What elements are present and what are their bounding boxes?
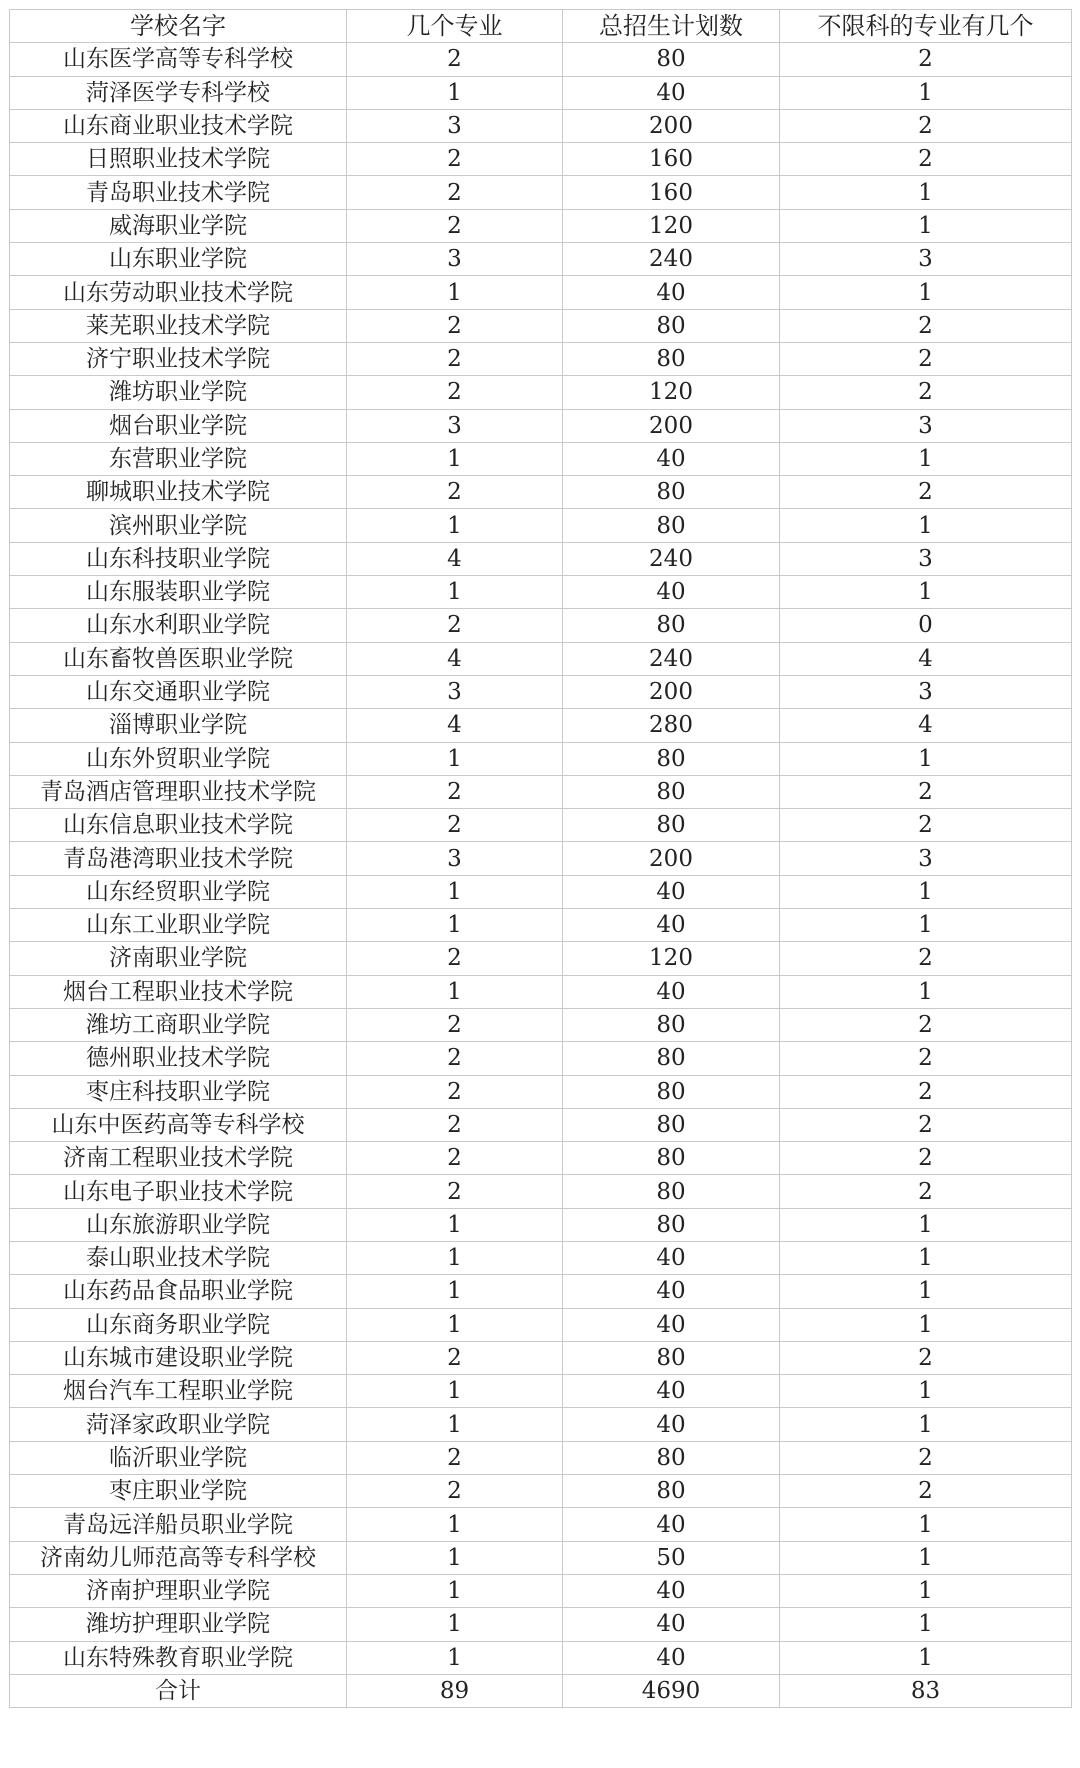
table-row xyxy=(10,1075,1072,1108)
major-count-cell: 3 xyxy=(347,409,563,442)
major-count-cell: 2 xyxy=(347,209,563,242)
major-count-cell: 1 xyxy=(347,975,563,1008)
major-count-cell: 1 xyxy=(347,1608,563,1641)
table-body xyxy=(10,43,1072,1708)
table-row xyxy=(10,376,1072,409)
table-row xyxy=(10,409,1072,442)
major-count-cell: 2 xyxy=(347,176,563,209)
school-name-cell: 山东科技职业学院 xyxy=(10,542,347,575)
enrollment-table xyxy=(9,9,1072,1708)
major-count-cell: 2 xyxy=(347,1108,563,1141)
school-name-cell: 临沂职业学院 xyxy=(10,1441,347,1474)
major-count-cell: 2 xyxy=(347,942,563,975)
total-plan-cell: 80 xyxy=(563,742,780,775)
table-row xyxy=(10,809,1072,842)
total-plan-cell: 80 xyxy=(563,309,780,342)
major-count-cell: 2 xyxy=(347,309,563,342)
total-plan-cell: 80 xyxy=(563,476,780,509)
unrestricted-count-cell: 2 xyxy=(780,1108,1072,1141)
table-row xyxy=(10,1341,1072,1374)
total-plan-cell: 80 xyxy=(563,609,780,642)
major-count-cell: 2 xyxy=(347,1341,563,1374)
major-count-cell: 2 xyxy=(347,1441,563,1474)
major-count-cell: 2 xyxy=(347,143,563,176)
school-name-cell: 山东医学高等专科学校 xyxy=(10,43,347,76)
unrestricted-count-cell: 2 xyxy=(780,1142,1072,1175)
total-row xyxy=(10,1674,1072,1707)
total-plan-cell: 80 xyxy=(563,809,780,842)
school-name-cell: 山东服装职业学院 xyxy=(10,576,347,609)
header-total-plan: 总招生计划数 xyxy=(563,10,780,43)
unrestricted-count-cell: 1 xyxy=(780,875,1072,908)
unrestricted-count-cell: 1 xyxy=(780,742,1072,775)
total-plan-cell: 40 xyxy=(563,1641,780,1674)
header-row xyxy=(10,10,1072,43)
unrestricted-count-cell: 1 xyxy=(780,1641,1072,1674)
major-count-cell: 1 xyxy=(347,76,563,109)
unrestricted-count-cell: 2 xyxy=(780,1475,1072,1508)
major-count-cell: 1 xyxy=(347,509,563,542)
total-plan-cell: 240 xyxy=(563,243,780,276)
total-plan-cell: 120 xyxy=(563,209,780,242)
total-plan-cell: 160 xyxy=(563,143,780,176)
table-row xyxy=(10,1175,1072,1208)
unrestricted-count-cell: 2 xyxy=(780,1008,1072,1041)
school-name-cell: 济南职业学院 xyxy=(10,942,347,975)
school-name-cell: 山东药品食品职业学院 xyxy=(10,1275,347,1308)
total-plan-cell: 40 xyxy=(563,1241,780,1274)
unrestricted-count-cell: 1 xyxy=(780,975,1072,1008)
total-plan-cell: 80 xyxy=(563,1108,780,1141)
table-row xyxy=(10,942,1072,975)
unrestricted-count-cell: 1 xyxy=(780,576,1072,609)
total-plan-cell: 80 xyxy=(563,775,780,808)
table-row xyxy=(10,1475,1072,1508)
table-row xyxy=(10,1241,1072,1274)
major-count-cell: 1 xyxy=(347,1508,563,1541)
school-name-cell: 聊城职业技术学院 xyxy=(10,476,347,509)
major-count-cell: 4 xyxy=(347,709,563,742)
major-count-cell: 89 xyxy=(347,1674,563,1707)
school-name-cell: 菏泽医学专科学校 xyxy=(10,76,347,109)
table-row xyxy=(10,476,1072,509)
unrestricted-count-cell: 1 xyxy=(780,1375,1072,1408)
header-unrestricted-count: 不限科的专业有几个 xyxy=(780,10,1072,43)
unrestricted-count-cell: 2 xyxy=(780,342,1072,375)
unrestricted-count-cell: 3 xyxy=(780,243,1072,276)
total-plan-cell: 80 xyxy=(563,43,780,76)
table-row xyxy=(10,1308,1072,1341)
major-count-cell: 2 xyxy=(347,1075,563,1108)
total-plan-cell: 40 xyxy=(563,1375,780,1408)
school-name-cell: 山东工业职业学院 xyxy=(10,909,347,942)
school-name-cell: 山东水利职业学院 xyxy=(10,609,347,642)
unrestricted-count-cell: 2 xyxy=(780,809,1072,842)
major-count-cell: 2 xyxy=(347,1475,563,1508)
major-count-cell: 3 xyxy=(347,243,563,276)
total-plan-cell: 40 xyxy=(563,276,780,309)
total-plan-cell: 80 xyxy=(563,1341,780,1374)
school-name-cell: 山东特殊教育职业学院 xyxy=(10,1641,347,1674)
major-count-cell: 2 xyxy=(347,1142,563,1175)
table-row xyxy=(10,1108,1072,1141)
major-count-cell: 4 xyxy=(347,542,563,575)
major-count-cell: 1 xyxy=(347,1308,563,1341)
unrestricted-count-cell: 1 xyxy=(780,209,1072,242)
table-row xyxy=(10,109,1072,142)
major-count-cell: 2 xyxy=(347,609,563,642)
major-count-cell: 4 xyxy=(347,642,563,675)
table-row xyxy=(10,342,1072,375)
table-row xyxy=(10,675,1072,708)
unrestricted-count-cell: 4 xyxy=(780,642,1072,675)
school-name-cell: 山东职业学院 xyxy=(10,243,347,276)
unrestricted-count-cell: 2 xyxy=(780,942,1072,975)
total-plan-cell: 200 xyxy=(563,409,780,442)
school-name-cell: 潍坊护理职业学院 xyxy=(10,1608,347,1641)
total-plan-cell: 200 xyxy=(563,842,780,875)
school-name-cell: 济南工程职业技术学院 xyxy=(10,1142,347,1175)
header-major-count: 几个专业 xyxy=(347,10,563,43)
unrestricted-count-cell: 3 xyxy=(780,842,1072,875)
table-row xyxy=(10,909,1072,942)
unrestricted-count-cell: 2 xyxy=(780,376,1072,409)
school-name-cell: 山东旅游职业学院 xyxy=(10,1208,347,1241)
unrestricted-count-cell: 1 xyxy=(780,1408,1072,1441)
major-count-cell: 2 xyxy=(347,1042,563,1075)
school-name-cell: 潍坊工商职业学院 xyxy=(10,1008,347,1041)
table-row xyxy=(10,1541,1072,1574)
total-plan-cell: 240 xyxy=(563,542,780,575)
major-count-cell: 1 xyxy=(347,1375,563,1408)
table-row xyxy=(10,1508,1072,1541)
major-count-cell: 2 xyxy=(347,376,563,409)
table-row xyxy=(10,1208,1072,1241)
unrestricted-count-cell: 3 xyxy=(780,675,1072,708)
major-count-cell: 1 xyxy=(347,742,563,775)
table-row xyxy=(10,76,1072,109)
total-plan-cell: 80 xyxy=(563,1208,780,1241)
unrestricted-count-cell: 1 xyxy=(780,1541,1072,1574)
school-name-cell: 山东劳动职业技术学院 xyxy=(10,276,347,309)
unrestricted-count-cell: 1 xyxy=(780,509,1072,542)
school-name-cell: 合计 xyxy=(10,1674,347,1707)
school-name-cell: 青岛职业技术学院 xyxy=(10,176,347,209)
major-count-cell: 2 xyxy=(347,43,563,76)
table-row xyxy=(10,43,1072,76)
total-plan-cell: 80 xyxy=(563,1175,780,1208)
unrestricted-count-cell: 1 xyxy=(780,1208,1072,1241)
table-row xyxy=(10,975,1072,1008)
school-name-cell: 烟台工程职业技术学院 xyxy=(10,975,347,1008)
table-row xyxy=(10,1408,1072,1441)
major-count-cell: 3 xyxy=(347,842,563,875)
school-name-cell: 青岛港湾职业技术学院 xyxy=(10,842,347,875)
table-row xyxy=(10,576,1072,609)
table-row xyxy=(10,1042,1072,1075)
table-row xyxy=(10,609,1072,642)
table-header xyxy=(10,10,1072,43)
school-name-cell: 潍坊职业学院 xyxy=(10,376,347,409)
major-count-cell: 1 xyxy=(347,1275,563,1308)
total-plan-cell: 120 xyxy=(563,376,780,409)
school-name-cell: 日照职业技术学院 xyxy=(10,143,347,176)
school-name-cell: 青岛远洋船员职业学院 xyxy=(10,1508,347,1541)
school-name-cell: 山东商业职业技术学院 xyxy=(10,109,347,142)
major-count-cell: 1 xyxy=(347,1574,563,1607)
school-name-cell: 青岛酒店管理职业技术学院 xyxy=(10,775,347,808)
total-plan-cell: 40 xyxy=(563,1608,780,1641)
table-row xyxy=(10,742,1072,775)
unrestricted-count-cell: 1 xyxy=(780,909,1072,942)
major-count-cell: 1 xyxy=(347,442,563,475)
major-count-cell: 1 xyxy=(347,909,563,942)
school-name-cell: 山东外贸职业学院 xyxy=(10,742,347,775)
major-count-cell: 2 xyxy=(347,342,563,375)
school-name-cell: 济南幼儿师范高等专科学校 xyxy=(10,1541,347,1574)
total-plan-cell: 40 xyxy=(563,875,780,908)
unrestricted-count-cell: 4 xyxy=(780,709,1072,742)
school-name-cell: 枣庄职业学院 xyxy=(10,1475,347,1508)
table-row xyxy=(10,1275,1072,1308)
school-name-cell: 威海职业学院 xyxy=(10,209,347,242)
table-row xyxy=(10,1641,1072,1674)
school-name-cell: 烟台汽车工程职业学院 xyxy=(10,1375,347,1408)
unrestricted-count-cell: 1 xyxy=(780,1275,1072,1308)
table-row xyxy=(10,1008,1072,1041)
major-count-cell: 2 xyxy=(347,476,563,509)
unrestricted-count-cell: 1 xyxy=(780,442,1072,475)
school-name-cell: 济宁职业技术学院 xyxy=(10,342,347,375)
total-plan-cell: 40 xyxy=(563,1275,780,1308)
table-row xyxy=(10,842,1072,875)
school-name-cell: 泰山职业技术学院 xyxy=(10,1241,347,1274)
school-name-cell: 济南护理职业学院 xyxy=(10,1574,347,1607)
total-plan-cell: 80 xyxy=(563,342,780,375)
school-name-cell: 德州职业技术学院 xyxy=(10,1042,347,1075)
total-plan-cell: 80 xyxy=(563,1441,780,1474)
major-count-cell: 1 xyxy=(347,1541,563,1574)
total-plan-cell: 160 xyxy=(563,176,780,209)
total-plan-cell: 40 xyxy=(563,909,780,942)
unrestricted-count-cell: 2 xyxy=(780,1042,1072,1075)
major-count-cell: 3 xyxy=(347,675,563,708)
unrestricted-count-cell: 2 xyxy=(780,476,1072,509)
unrestricted-count-cell: 2 xyxy=(780,1341,1072,1374)
table-row xyxy=(10,1608,1072,1641)
school-name-cell: 枣庄科技职业学院 xyxy=(10,1075,347,1108)
major-count-cell: 2 xyxy=(347,775,563,808)
unrestricted-count-cell: 3 xyxy=(780,542,1072,575)
total-plan-cell: 40 xyxy=(563,1574,780,1607)
school-name-cell: 山东信息职业技术学院 xyxy=(10,809,347,842)
major-count-cell: 3 xyxy=(347,109,563,142)
major-count-cell: 1 xyxy=(347,1641,563,1674)
unrestricted-count-cell: 0 xyxy=(780,609,1072,642)
school-name-cell: 山东城市建设职业学院 xyxy=(10,1341,347,1374)
unrestricted-count-cell: 1 xyxy=(780,176,1072,209)
major-count-cell: 1 xyxy=(347,875,563,908)
table-row xyxy=(10,176,1072,209)
major-count-cell: 2 xyxy=(347,809,563,842)
unrestricted-count-cell: 1 xyxy=(780,1608,1072,1641)
unrestricted-count-cell: 2 xyxy=(780,1075,1072,1108)
total-plan-cell: 200 xyxy=(563,675,780,708)
major-count-cell: 1 xyxy=(347,1208,563,1241)
total-plan-cell: 4690 xyxy=(563,1674,780,1707)
unrestricted-count-cell: 83 xyxy=(780,1674,1072,1707)
total-plan-cell: 280 xyxy=(563,709,780,742)
unrestricted-count-cell: 2 xyxy=(780,43,1072,76)
table-row xyxy=(10,143,1072,176)
school-name-cell: 烟台职业学院 xyxy=(10,409,347,442)
school-name-cell: 山东中医药高等专科学校 xyxy=(10,1108,347,1141)
total-plan-cell: 80 xyxy=(563,1008,780,1041)
total-plan-cell: 80 xyxy=(563,1042,780,1075)
unrestricted-count-cell: 2 xyxy=(780,109,1072,142)
school-name-cell: 东营职业学院 xyxy=(10,442,347,475)
unrestricted-count-cell: 2 xyxy=(780,775,1072,808)
total-plan-cell: 80 xyxy=(563,1475,780,1508)
school-name-cell: 山东经贸职业学院 xyxy=(10,875,347,908)
table-row xyxy=(10,709,1072,742)
table-row xyxy=(10,1375,1072,1408)
table-row xyxy=(10,442,1072,475)
total-plan-cell: 40 xyxy=(563,1508,780,1541)
major-count-cell: 1 xyxy=(347,1241,563,1274)
school-name-cell: 菏泽家政职业学院 xyxy=(10,1408,347,1441)
school-name-cell: 山东商务职业学院 xyxy=(10,1308,347,1341)
total-plan-cell: 120 xyxy=(563,942,780,975)
table-row xyxy=(10,209,1072,242)
unrestricted-count-cell: 1 xyxy=(780,1574,1072,1607)
table-row xyxy=(10,1142,1072,1175)
unrestricted-count-cell: 1 xyxy=(780,1308,1072,1341)
major-count-cell: 1 xyxy=(347,576,563,609)
school-name-cell: 山东畜牧兽医职业学院 xyxy=(10,642,347,675)
school-name-cell: 滨州职业学院 xyxy=(10,509,347,542)
unrestricted-count-cell: 1 xyxy=(780,1508,1072,1541)
table-row xyxy=(10,875,1072,908)
total-plan-cell: 80 xyxy=(563,1075,780,1108)
table-row xyxy=(10,1441,1072,1474)
table-row xyxy=(10,775,1072,808)
total-plan-cell: 40 xyxy=(563,1308,780,1341)
unrestricted-count-cell: 2 xyxy=(780,1175,1072,1208)
school-name-cell: 淄博职业学院 xyxy=(10,709,347,742)
total-plan-cell: 50 xyxy=(563,1541,780,1574)
school-name-cell: 山东电子职业技术学院 xyxy=(10,1175,347,1208)
total-plan-cell: 80 xyxy=(563,1142,780,1175)
total-plan-cell: 40 xyxy=(563,576,780,609)
major-count-cell: 2 xyxy=(347,1008,563,1041)
unrestricted-count-cell: 1 xyxy=(780,76,1072,109)
total-plan-cell: 240 xyxy=(563,642,780,675)
total-plan-cell: 40 xyxy=(563,975,780,1008)
header-school-name: 学校名字 xyxy=(10,10,347,43)
school-name-cell: 莱芜职业技术学院 xyxy=(10,309,347,342)
table-row xyxy=(10,1574,1072,1607)
total-plan-cell: 40 xyxy=(563,442,780,475)
total-plan-cell: 40 xyxy=(563,76,780,109)
unrestricted-count-cell: 1 xyxy=(780,276,1072,309)
table-row xyxy=(10,542,1072,575)
unrestricted-count-cell: 2 xyxy=(780,143,1072,176)
table-row xyxy=(10,243,1072,276)
unrestricted-count-cell: 3 xyxy=(780,409,1072,442)
major-count-cell: 1 xyxy=(347,276,563,309)
table-row xyxy=(10,309,1072,342)
unrestricted-count-cell: 2 xyxy=(780,309,1072,342)
major-count-cell: 2 xyxy=(347,1175,563,1208)
major-count-cell: 1 xyxy=(347,1408,563,1441)
table-row xyxy=(10,276,1072,309)
unrestricted-count-cell: 1 xyxy=(780,1241,1072,1274)
total-plan-cell: 80 xyxy=(563,509,780,542)
table-row xyxy=(10,509,1072,542)
school-name-cell: 山东交通职业学院 xyxy=(10,675,347,708)
total-plan-cell: 40 xyxy=(563,1408,780,1441)
total-plan-cell: 200 xyxy=(563,109,780,142)
table-row xyxy=(10,642,1072,675)
unrestricted-count-cell: 2 xyxy=(780,1441,1072,1474)
